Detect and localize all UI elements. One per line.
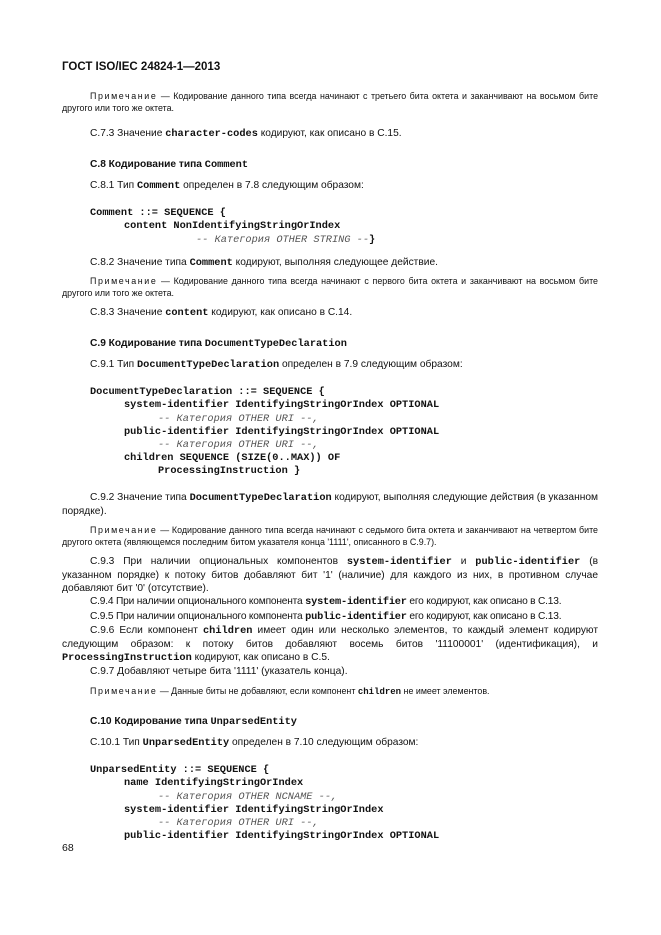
text: С.8.2 Значение типа <box>90 256 190 268</box>
code-text: } <box>369 233 376 246</box>
code-line: ProcessingInstruction } <box>158 465 301 478</box>
code-term: character-codes <box>165 127 258 140</box>
code-line: DocumentTypeDeclaration ::= SEQUENCE { <box>90 386 325 399</box>
text: С.8.1 Тип <box>90 180 137 192</box>
code-term: public-identifier <box>305 610 407 623</box>
code-comment: -- Категория OTHER URI --, <box>158 412 319 425</box>
code-term: UnparsedEntity <box>210 715 297 728</box>
code-comment: -- Категория OTHER URI --, <box>158 816 319 829</box>
code-term: content <box>165 306 209 319</box>
code-line <box>62 439 598 452</box>
code-term: Comment <box>137 180 181 193</box>
text: С.9.4 При наличии опционального компонента <box>90 596 306 608</box>
note-text: — Кодирование данного типа всегда начинают с первого бита октета и заканчивают на восьмом бите другого или того же октета. <box>62 275 598 299</box>
heading-c8 <box>62 159 598 171</box>
para-c9-1 <box>62 358 598 372</box>
text: кодируют, выполняя следующие действия (в указанном порядке). <box>62 491 599 517</box>
para-c9-7: С.9.7 Добавляют четыре бита '1111' (указатель конца). <box>90 666 348 678</box>
code-term: children <box>203 624 253 637</box>
text: С.9.1 Тип <box>90 359 137 370</box>
para-c9-3 <box>62 555 598 596</box>
para-c9-2 <box>62 491 598 518</box>
para-c7-3 <box>62 127 598 141</box>
text: (в указанном порядке) к потоку битов добавляют бит '1' (наличие) для каждого из них, в противном случае добавляют бит '0' (отсутствие). <box>62 555 599 595</box>
para-c8-2 <box>62 256 598 270</box>
para-c9-4 <box>62 595 598 609</box>
text: его кодируют, как описано в С.13. <box>406 596 562 608</box>
code-term: Comment <box>189 256 233 269</box>
text: определен в 7.10 следующим образом: <box>229 736 419 748</box>
text: С.10.1 Тип <box>90 736 143 748</box>
text: С.7.3 Значение <box>90 127 166 139</box>
text: С.9.3 При наличии опциональных компонентов <box>90 555 347 567</box>
code-line <box>62 791 598 804</box>
note-label: Примечание <box>90 275 158 286</box>
code-line: public-identifier IdentifyingStringOrIndex OPTIONAL <box>124 425 440 438</box>
note-label: Примечание <box>90 91 158 101</box>
note-label: Примечание <box>90 685 158 696</box>
text: определен в 7.9 следующим образом: <box>279 359 463 370</box>
code-line: system-identifier IdentifyingStringOrIndex <box>124 803 384 816</box>
code-term: UnparsedEntity <box>142 736 230 749</box>
text: кодируют, как описано в С.14. <box>208 306 353 318</box>
code-line: children SEQUENCE (SIZE(0..MAX)) OF <box>124 452 341 465</box>
code-line: UnparsedEntity ::= SEQUENCE { <box>90 764 270 777</box>
code-term: system-identifier <box>346 555 452 568</box>
code-term: DocumentTypeDeclaration <box>204 338 347 350</box>
code-term: DocumentTypeDeclaration <box>137 359 280 371</box>
heading-text: С.9 Кодирование типа <box>90 338 205 349</box>
text: определен в 7.8 следующим образом: <box>180 180 364 192</box>
code-comment: -- Категория OTHER URI --, <box>158 438 319 451</box>
text: С.8.3 Значение <box>90 306 166 318</box>
text: его кодируют, как описано в С.13. <box>406 610 562 622</box>
note-c9 <box>62 524 598 549</box>
para-c9-5 <box>62 610 598 624</box>
note-text: не имеет элементов. <box>401 685 490 696</box>
para-c8-3 <box>62 306 598 320</box>
code-block-unparsed-entity <box>62 764 598 843</box>
para-c10-1 <box>62 736 598 750</box>
code-line <box>62 413 598 426</box>
note-text: — Данные биты не добавляют, если компонент <box>157 685 358 696</box>
page-content <box>62 90 598 843</box>
text: С.9.6 Если компонент <box>90 624 203 636</box>
text: С.9.5 При наличии опционального компонента <box>90 610 306 622</box>
text: и <box>451 555 476 567</box>
page-header: ГОСТ ISO/IEC 24824-1—2013 <box>62 61 221 73</box>
code-line: system-identifier IdentifyingStringOrIndex OPTIONAL <box>124 399 440 412</box>
note-c9-7 <box>62 685 598 698</box>
heading-text: С.8 Кодирование типа <box>90 159 205 171</box>
code-comment: -- Категория OTHER STRING -- <box>196 233 370 246</box>
code-comment: -- Категория OTHER NCNAME --, <box>158 790 338 803</box>
code-line <box>62 234 598 247</box>
code-term: system-identifier <box>305 596 407 609</box>
code-line: content NonIdentifyingStringOrIndex <box>124 220 341 233</box>
code-term: public-identifier <box>475 555 581 568</box>
code-block-comment <box>62 207 598 247</box>
page-number: 68 <box>62 842 74 854</box>
text: кодируют, выполняя следующее действие. <box>232 256 438 268</box>
text: кодируют, как описано в С.5. <box>191 652 330 664</box>
code-line: public-identifier IdentifyingStringOrIndex OPTIONAL <box>124 830 440 843</box>
code-block-doctype <box>62 386 598 478</box>
heading-c9 <box>62 338 598 350</box>
text: имеет один или несколько элементов, то каждый элемент кодируют следующим образом: к потоку битов добавляют восемь битов '11100001' (идентификация), и <box>62 624 598 650</box>
code-line: Comment ::= SEQUENCE { <box>90 207 226 220</box>
note-c8 <box>62 275 598 300</box>
heading-c10 <box>62 716 598 728</box>
code-term: children <box>357 686 402 697</box>
para-c9-6 <box>62 624 598 666</box>
code-line: name IdentifyingStringOrIndex <box>124 777 304 790</box>
note-text: — Кодирование данного типа всегда начинают с седьмого бита октета и заканчивают на четвертом бите другого октета (являющемся последним битом указателя конца '1111', описанного в С.9.7). <box>62 524 598 548</box>
note-label: Примечание <box>90 524 158 535</box>
text: кодируют, как описано в С.15. <box>257 127 402 139</box>
code-term: Comment <box>204 159 249 172</box>
code-term: DocumentTypeDeclaration <box>189 491 332 504</box>
code-line <box>62 817 598 830</box>
para-c8-1 <box>62 179 598 193</box>
code-term: ProcessingInstruction <box>62 652 192 665</box>
note-text: — Кодирование данного типа всегда начинают с третьего бита октета и заканчивают на восьмом бите другого или того же октета. <box>62 91 598 114</box>
heading-text: С.10 Кодирование типа <box>90 715 211 727</box>
text: С.9.2 Значение типа <box>90 491 190 503</box>
note-c7 <box>62 90 598 115</box>
